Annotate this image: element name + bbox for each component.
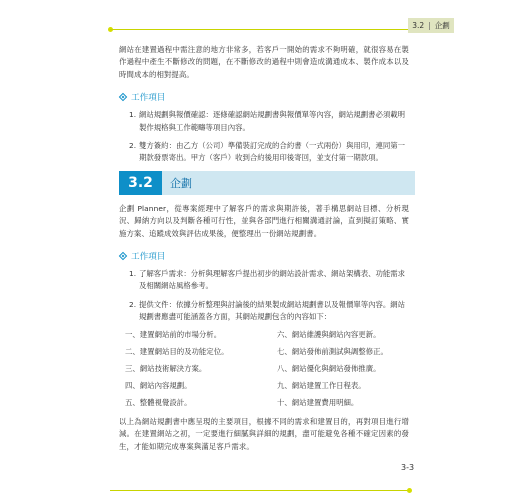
plan-item: 五、整體視覺設計。 xyxy=(125,397,192,407)
plan-item: 六、網站維護與網站內容更新。 xyxy=(277,329,381,339)
diamond-bullet-icon xyxy=(119,93,127,101)
plan-contents-grid xyxy=(125,330,409,408)
plan-item: 九、網站建置工作日程表。 xyxy=(277,380,366,390)
list-item-number: 2. xyxy=(129,299,137,309)
list-item xyxy=(129,140,409,165)
page-content xyxy=(119,44,409,463)
list-item-text: 了解客戶需求：分析與理解客戶提出初步的網站設計需求、網站架構表、功能需求及相關網站風格參考。 xyxy=(139,269,406,291)
list-item-text: 提供文件：依據分析整理與討論後的結果製成網站規劃書以及報價單等內容。網站規劃書應盡可能涵蓋各方面，其網站規劃包含的內容如下： xyxy=(139,299,406,322)
list-item-text: 雙方簽約：由乙方（公司）準備裝訂完成的合約書（一式兩份）與用印，連同第一期款發票寄出。甲方（客戶）收到合約後用印後寄回，並支付第一期款項。 xyxy=(139,141,406,163)
chapter-paragraph: 企劃 Planner，從專案經理中了解客戶的需求與期許後，著手構思網站目標、分析現況、歸納方向以及判斷各種可行性，並與各部門進行相關溝通討論，直到擬訂策略、實施方案、追蹤成效與評估成果後，便整理出一份網站規劃書。 xyxy=(119,203,409,238)
closing-paragraph: 以上為網站規劃書中應呈現的主要項目，根據不同的需求和建置目的，再對項目進行增減。在建置網站之初，一定要進行細膩與詳細的規劃，盡可能避免各種不確定因素的發生，才能如期完成專案與滿足客戶需求。 xyxy=(119,416,409,451)
list-item-text: 網站規劃與報價確認：逐條確認網站規劃書與報價單等內容，網站規劃書必須載明製作規格與工作範疇等項目內容。 xyxy=(139,110,406,132)
list-item xyxy=(129,268,409,293)
work-items-heading-label: 工作項目 xyxy=(131,93,166,104)
plan-item: 八、網站優化與網站發佈推廣。 xyxy=(277,363,381,373)
list-item-number: 1. xyxy=(129,110,137,120)
list-item-number: 2. xyxy=(129,141,137,151)
work-items-heading-2 xyxy=(119,250,409,262)
chapter-title: 企劃 xyxy=(162,171,415,195)
plan-item: 二、建置網站目的及功能定位。 xyxy=(125,346,229,356)
chapter-number: 3.2 xyxy=(119,171,162,195)
header-rule xyxy=(110,29,440,30)
work-items-list-2 xyxy=(119,268,409,324)
list-item xyxy=(129,109,409,134)
page-number: 3-3 xyxy=(401,463,415,472)
list-item xyxy=(129,299,409,324)
work-items-heading-1 xyxy=(119,91,409,103)
intro-paragraph: 網站在建置過程中需注意的地方非常多，若客戶一開始的需求不夠明確，就很容易在製作過程中產生不斷修改的問題，在不斷修改的過程中則會造成溝通成本、製作成本以及時間成本的相對提高。 xyxy=(119,45,409,79)
plan-item: 三、網站技術解決方案。 xyxy=(125,363,207,373)
diamond-bullet-icon xyxy=(119,252,127,260)
footer-dot xyxy=(407,488,412,493)
plan-item: 十、網站建置費用明細。 xyxy=(277,397,359,407)
running-header xyxy=(408,18,454,33)
footer-rule xyxy=(110,490,410,491)
list-item-number: 1. xyxy=(129,269,137,279)
work-items-heading-label: 工作項目 xyxy=(131,252,166,263)
work-items-list-1 xyxy=(119,109,409,165)
header-separator: | xyxy=(428,21,431,30)
header-section-number: 3.2 xyxy=(412,21,425,30)
header-section-title: 企劃 xyxy=(434,21,450,30)
plan-item: 一、建置網站前的市場分析。 xyxy=(125,329,222,339)
plan-item: 四、網站內容規劃。 xyxy=(125,380,192,390)
chapter-heading xyxy=(119,171,415,195)
plan-item: 七、網站發佈前測試與調整修正。 xyxy=(277,346,388,356)
